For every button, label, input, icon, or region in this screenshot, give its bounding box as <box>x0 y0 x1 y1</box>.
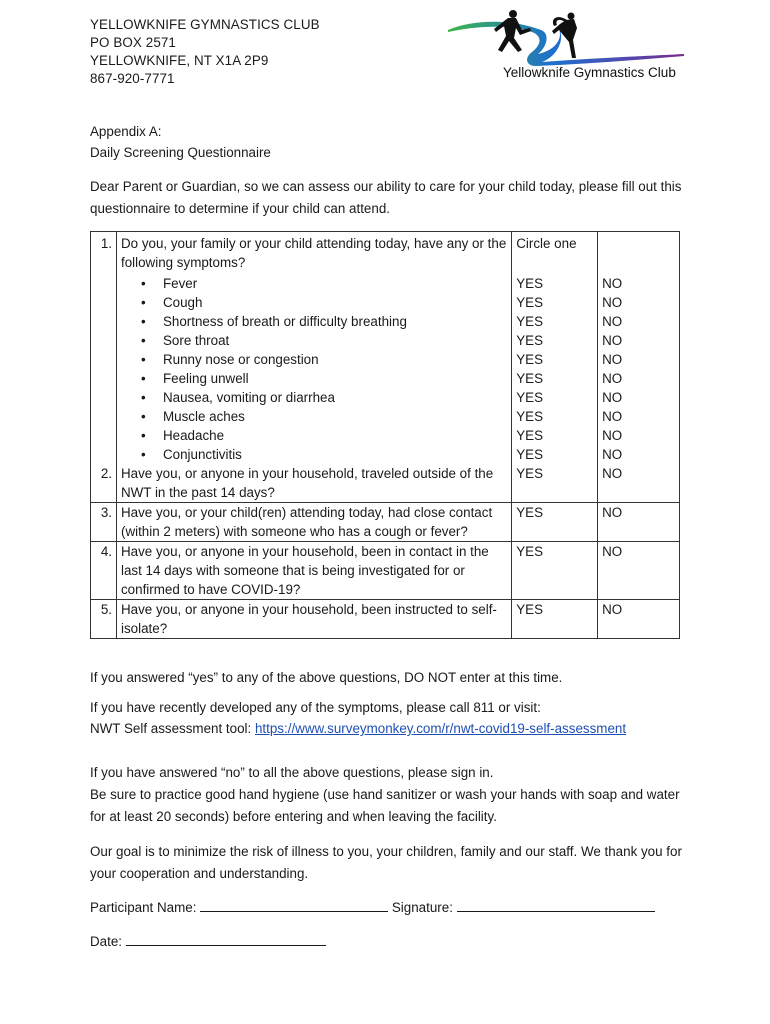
sign-in-text: If you have answered “no” to all the above questions, please sign in. <box>90 765 494 780</box>
symptom-label: Headache <box>162 428 225 443</box>
empty-number-cell <box>91 350 117 369</box>
date-field[interactable] <box>126 932 326 946</box>
empty-number-cell <box>91 331 117 350</box>
appendix-label: Appendix A: <box>90 124 162 139</box>
question-number: 4. <box>91 542 117 600</box>
yes-option[interactable]: YES <box>512 293 598 312</box>
symptom-cell <box>116 331 511 350</box>
symptom-cell <box>116 312 511 331</box>
bullet-icon: • <box>140 409 146 424</box>
question-number: 3. <box>91 503 117 542</box>
org-city: YELLOWKNIFE, NT X1A 2P9 <box>90 53 269 68</box>
symptom-label: Conjunctivitis <box>162 447 242 462</box>
yes-option[interactable]: YES <box>512 350 598 369</box>
symptom-cell <box>116 388 511 407</box>
org-name: YELLOWKNIFE GYMNASTICS CLUB <box>90 17 320 32</box>
intro-paragraph: Dear Parent or Guardian, so we can assess our ability to care for your child today, please fill out this questionnaire to determine if your child can attend. <box>90 179 682 216</box>
symptom-cell <box>116 274 511 293</box>
nwt-tool-line <box>90 718 626 739</box>
signature-field[interactable] <box>457 898 655 912</box>
title-block <box>90 121 271 163</box>
symptom-label: Runny nose or congestion <box>162 352 319 367</box>
question-number: 1. <box>91 232 117 275</box>
symptom-row <box>91 407 680 426</box>
symptom-label: Feeling unwell <box>162 371 249 386</box>
bullet-icon: • <box>140 390 146 405</box>
nwt-tool-label: NWT Self assessment tool: <box>90 721 255 736</box>
participant-name-label: Participant Name: <box>90 900 201 915</box>
symptom-row <box>91 274 680 293</box>
yes-option[interactable]: YES <box>512 407 598 426</box>
empty-number-cell <box>91 388 117 407</box>
left-gymnast <box>494 10 531 52</box>
bullet-icon: • <box>140 447 146 462</box>
question-row <box>91 542 680 600</box>
yes-option[interactable]: YES <box>512 312 598 331</box>
symptom-cell <box>116 293 511 312</box>
question-text: Do you, your family or your child attending today, have any or the following symptoms? <box>116 232 511 275</box>
no-option[interactable]: NO <box>598 388 680 407</box>
yes-option[interactable]: YES <box>512 600 598 639</box>
empty-number-cell <box>91 407 117 426</box>
symptom-label: Fever <box>162 276 198 291</box>
org-phone: 867-920-7771 <box>90 71 175 86</box>
question-rows <box>91 464 680 639</box>
question-row <box>91 503 680 542</box>
yes-warning: If you answered “yes” to any of the above questions, DO NOT enter at this time. <box>90 670 563 685</box>
question-text: Have you, or anyone in your household, been in contact in the last 14 days with someone that is being investigated for or confirmed to have COVID-19? <box>116 542 511 600</box>
symptom-row <box>91 350 680 369</box>
symptom-row <box>91 369 680 388</box>
symptom-cell <box>116 445 511 464</box>
symptom-label: Nausea, vomiting or diarrhea <box>162 390 335 405</box>
symptom-row <box>91 312 680 331</box>
no-option[interactable]: NO <box>598 407 680 426</box>
questionnaire-table <box>90 231 680 639</box>
yes-option[interactable]: YES <box>512 445 598 464</box>
empty-number-cell <box>91 312 117 331</box>
symptom-label: Sore throat <box>162 333 230 348</box>
self-assessment-block <box>90 697 626 739</box>
no-option[interactable]: NO <box>598 426 680 445</box>
empty-number-cell <box>91 426 117 445</box>
yes-option[interactable]: YES <box>512 464 598 503</box>
yes-option[interactable]: YES <box>512 388 598 407</box>
empty-number-cell <box>91 369 117 388</box>
no-option[interactable]: NO <box>598 369 680 388</box>
signature-label: Signature: <box>388 900 457 915</box>
symptom-label: Cough <box>162 295 203 310</box>
symptom-row <box>91 426 680 445</box>
symptom-cell <box>116 426 511 445</box>
no-option[interactable]: NO <box>598 464 680 503</box>
no-option[interactable]: NO <box>598 350 680 369</box>
symptom-label: Muscle aches <box>162 409 245 424</box>
yes-option[interactable]: YES <box>512 331 598 350</box>
symptom-label: Shortness of breath or difficulty breathing <box>162 314 407 329</box>
symptom-row <box>91 445 680 464</box>
empty-header-cell <box>598 232 680 275</box>
yes-option[interactable]: YES <box>512 426 598 445</box>
table-row <box>91 232 680 275</box>
gymnast-logo-icon <box>446 8 686 68</box>
symptom-cell <box>116 350 511 369</box>
no-option[interactable]: NO <box>598 600 680 639</box>
question-text: Have you, or anyone in your household, traveled outside of the NWT in the past 14 days? <box>116 464 511 503</box>
bullet-icon: • <box>140 276 146 291</box>
question-row <box>91 464 680 503</box>
bullet-icon: • <box>140 333 146 348</box>
yes-option[interactable]: YES <box>512 274 598 293</box>
date-label: Date: <box>90 934 126 949</box>
logo-text: Yellowknife Gymnastics Club <box>503 65 676 80</box>
circle-one-header: Circle one <box>512 232 598 275</box>
date-line <box>90 932 326 952</box>
bullet-icon: • <box>140 352 146 367</box>
symptom-row <box>91 293 680 312</box>
no-option[interactable]: NO <box>598 293 680 312</box>
no-option[interactable]: NO <box>598 274 680 293</box>
empty-number-cell <box>91 293 117 312</box>
participant-name-field[interactable] <box>200 898 388 912</box>
page-title: Daily Screening Questionnaire <box>90 145 271 160</box>
no-option[interactable]: NO <box>598 503 680 542</box>
question-text: Have you, or your child(ren) attending today, had close contact (within 2 meters) with someone who has a cough or fever? <box>116 503 511 542</box>
no-option[interactable]: NO <box>598 542 680 600</box>
org-po-box: PO BOX 2571 <box>90 35 176 50</box>
empty-number-cell <box>91 445 117 464</box>
question-row <box>91 600 680 639</box>
sign-in-instructions <box>90 762 690 828</box>
hand-hygiene-text: Be sure to practice good hand hygiene (use hand sanitizer or wash your hands with soap and water for at least 20 seconds) before entering and when leaving the facility. <box>90 787 680 824</box>
no-option[interactable]: NO <box>598 445 680 464</box>
bullet-icon: • <box>140 371 146 386</box>
participant-signature-line <box>90 898 655 918</box>
self-assessment-link[interactable]: https://www.surveymonkey.com/r/nwt-covid19-self-assessment <box>254 721 627 736</box>
symptom-row <box>91 331 680 350</box>
question-number: 2. <box>91 464 117 503</box>
symptoms-call-text: If you have recently developed any of the symptoms, please call 811 or visit: <box>90 700 541 715</box>
symptom-row <box>91 388 680 407</box>
symptom-rows <box>91 274 680 464</box>
yes-option[interactable]: YES <box>512 542 598 600</box>
symptom-cell <box>116 407 511 426</box>
question-text: Have you, or anyone in your household, been instructed to self-isolate? <box>116 600 511 639</box>
club-logo <box>446 8 686 92</box>
no-option[interactable]: NO <box>598 331 680 350</box>
organization-address <box>90 16 320 88</box>
symptom-cell <box>116 369 511 388</box>
bullet-icon: • <box>140 314 146 329</box>
no-option[interactable]: NO <box>598 312 680 331</box>
question-number: 5. <box>91 600 117 639</box>
yes-option[interactable]: YES <box>512 503 598 542</box>
goal-paragraph: Our goal is to minimize the risk of illness to you, your children, family and our staff. We thank you for your cooperation and understanding. <box>90 844 682 881</box>
bullet-icon: • <box>140 295 146 310</box>
yes-option[interactable]: YES <box>512 369 598 388</box>
empty-number-cell <box>91 274 117 293</box>
bullet-icon: • <box>140 428 146 443</box>
